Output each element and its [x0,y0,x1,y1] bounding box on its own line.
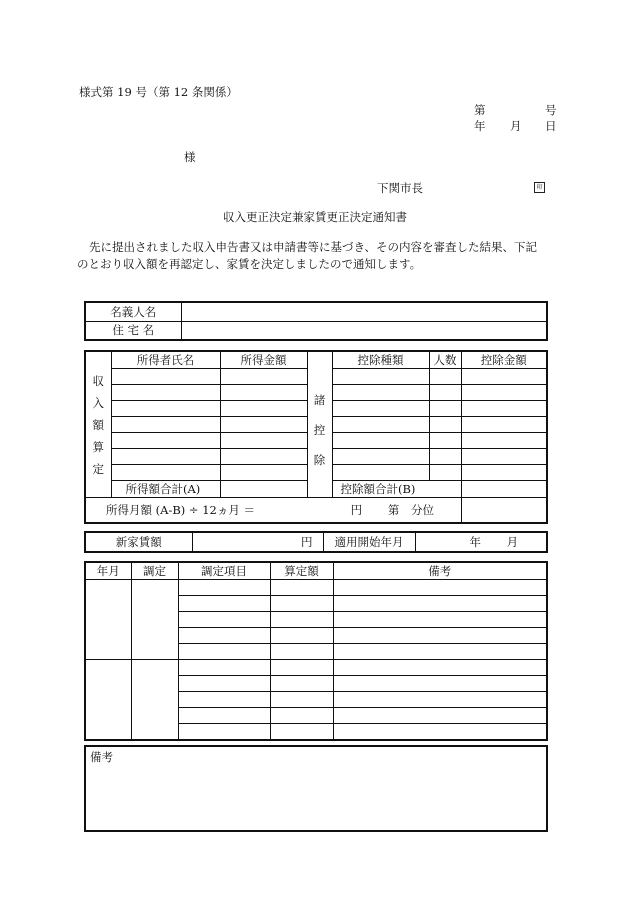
date-day-label: 日 [545,119,557,133]
deduction-side-label: 諸 控 除 [307,351,332,498]
year-month-cell[interactable] [85,580,131,660]
adjustment-header: 調定 [131,562,178,580]
adjustment-cell[interactable] [131,660,178,740]
start-month-unit: 月 [506,535,519,549]
new-rent-table [84,531,548,553]
date-month-label: 月 [510,119,522,133]
persons-header: 人数 [429,351,461,369]
adjustment-table [84,561,548,741]
recipient-honorific: 様 [184,150,196,164]
form-reference: 様式第 19 号（第 12 条関係） [79,85,238,99]
seal-icon: 印 [534,182,545,193]
total-income-label: 所得額合計(A) [111,481,220,498]
new-rent-label: 新家賃額 [85,532,192,552]
total-deduction-field[interactable] [461,481,547,498]
document-title: 収入更正決定兼家賃更正決定通知書 [223,210,407,224]
year-month-cell[interactable] [85,660,131,740]
remarks-header: 備考 [333,562,547,580]
adjustment-item-header: 調定項目 [178,562,270,580]
income-calculation-table [84,350,548,524]
total-deduction-label: 控除額合計(B) [332,481,461,498]
nominee-table [84,301,548,341]
rank-prefix: 第 [387,502,400,517]
calculated-amount-header: 算定額 [270,562,333,580]
monthly-income-row [85,498,461,523]
document-number-prefix: 第 [474,103,486,117]
adjustment-row [85,580,547,596]
start-month-field[interactable] [415,532,547,552]
start-month-label: 適用開始年月 [323,532,415,552]
adjustment-row [85,660,547,676]
nominee-name-field[interactable] [181,302,547,321]
total-income-field[interactable] [220,481,307,498]
deduction-type-header: 控除種類 [332,351,429,369]
new-rent-field[interactable] [192,532,323,552]
remarks-label: 備考 [90,750,113,764]
body-text-line1: 先に提出されました収入申告書又は申請書等に基づき、その内容を審査した結果、下記 [89,240,538,254]
housing-name-label: 住 宅 名 [85,321,181,340]
deduction-amount-header: 控除金額 [461,351,547,369]
body-text-line2: のとおり収入額を再認定し、家賃を決定しましたので通知します。 [77,257,422,271]
adjustment-cell[interactable] [131,580,178,660]
start-year-unit: 年 [469,535,481,549]
income-amount-header: 所得金額 [220,351,307,369]
year-month-header: 年月 [85,562,131,580]
issuer-name: 下関市長 [377,181,423,195]
nominee-name-label: 名義人名 [85,302,181,321]
rank-suffix: 分位 [410,502,434,517]
monthly-yen-label: 円 [350,502,363,517]
remarks-box[interactable] [84,745,548,832]
date-year-label: 年 [474,119,486,133]
earner-name-header: 所得者氏名 [111,351,220,369]
monthly-formula-label: 所得月額 (A-B) ÷ 12ヵ月 ＝ [106,502,256,517]
document-number-suffix: 号 [545,103,557,117]
income-side-label: 収 入 額 算 定 [85,351,111,498]
new-rent-yen: 円 [301,535,313,549]
housing-name-field[interactable] [181,321,547,340]
